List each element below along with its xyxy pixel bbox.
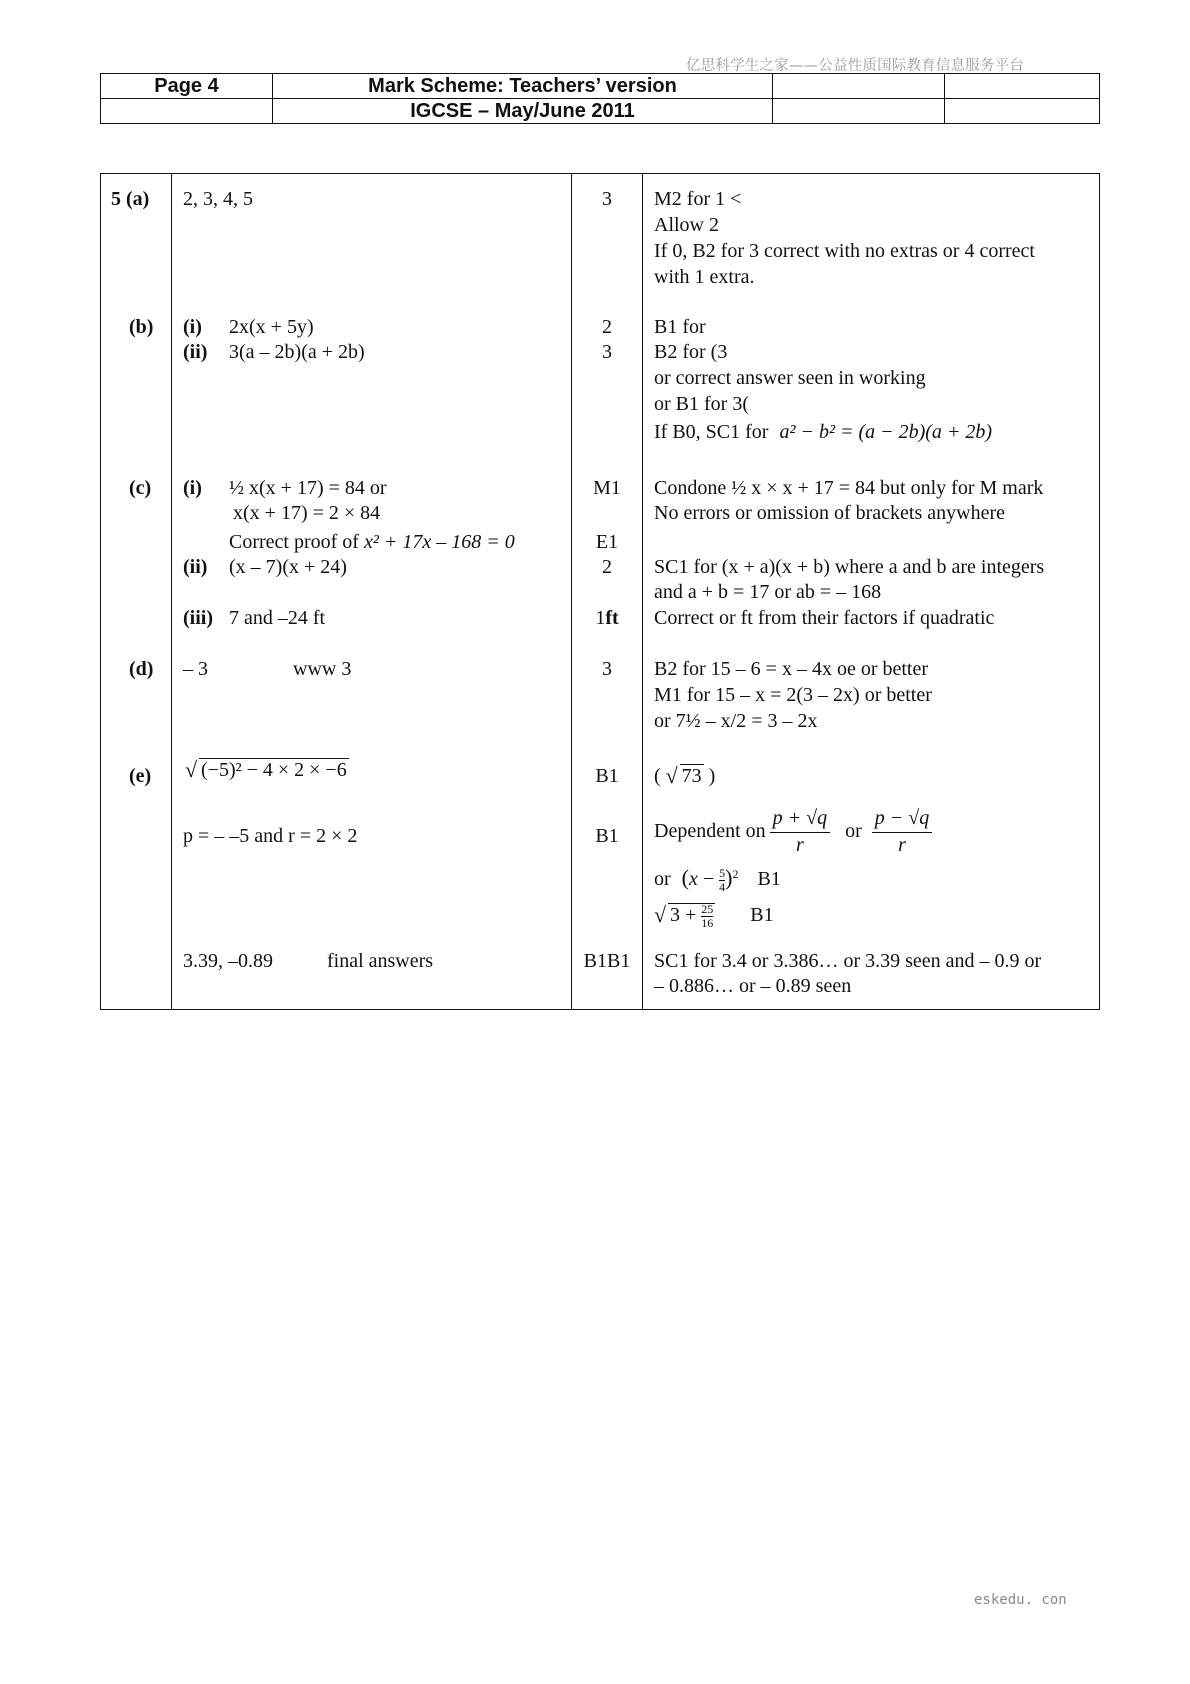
note-line: or (x − $\frac{5}{4}$ )$^2$ B1: [654, 865, 781, 894]
note-line: or 7½ – x/2 = 3 – 2x: [654, 710, 818, 732]
math-expression: x² + 17x – 168 = 0: [363, 531, 515, 553]
note-line: [654, 903, 774, 930]
answer: 2, 3, 4, 5: [183, 188, 253, 210]
mark-ft: ft: [605, 607, 619, 629]
note-line: B2 for (3: [654, 341, 728, 363]
note-line: [654, 420, 992, 446]
page-label: Page 4: [101, 74, 273, 99]
answer: [185, 758, 349, 784]
header-table: [100, 73, 1100, 124]
column-divider: [571, 174, 572, 1009]
note-prefix: Dependent on: [654, 820, 766, 843]
answer: – 3: [183, 658, 208, 680]
mark-note: B1: [757, 868, 781, 890]
sqrt-symbol: [654, 903, 715, 930]
note-line: with 1 extra.: [654, 266, 755, 288]
note-line: or B1 for 3(: [654, 393, 749, 415]
header-empty-cell: [945, 74, 1100, 99]
header-empty-cell: [945, 99, 1100, 124]
answer: 2x(x + 5y): [229, 316, 314, 338]
subpart-label: (i): [183, 316, 202, 338]
answer: 3(a – 2b)(a + 2b): [229, 341, 365, 363]
question-label: 5 (a): [111, 188, 150, 210]
note-line: M2 for 1 <: [654, 188, 742, 210]
column-divider: [171, 174, 172, 1009]
note-line: and a + b = 17 or ab = – 168: [654, 581, 882, 603]
note-line: – 0.886… or – 0.89 seen: [654, 975, 852, 997]
mark-scheme-table: [100, 173, 1100, 1010]
part-label: (b): [129, 316, 154, 338]
footer-url: eskedu. con: [974, 1592, 1067, 1608]
denominator: 4: [719, 879, 726, 894]
note-line: M1 for 15 – x = 2(3 – 2x) or better: [654, 684, 932, 706]
math-variable: x: [689, 868, 698, 890]
numerator: p − √q: [872, 806, 932, 833]
part-label: (c): [129, 477, 152, 499]
answer: 7 and –24 ft: [229, 607, 326, 629]
mark: [572, 606, 642, 632]
note-prefix: or: [654, 868, 671, 890]
math-expression: 73: [681, 765, 702, 787]
answer: p = – –5 and r = 2 × 2: [183, 825, 358, 847]
note-line: Allow 2: [654, 214, 719, 236]
note-line: [654, 806, 936, 858]
note-line: If 0, B2 for 3 correct with no extras or 4 correct: [654, 240, 1035, 262]
header-empty-cell: [101, 99, 273, 124]
watermark: 亿思科学生之家——公益性质国际教育信息服务平台: [686, 58, 1025, 74]
header-empty-cell: [773, 74, 945, 99]
note-line: Condone ½ x × x + 17 = 84 but only for M mark: [654, 477, 1044, 499]
denominator: 16: [701, 916, 714, 930]
sqrt-symbol: [666, 764, 704, 790]
mark: M1: [593, 477, 621, 499]
column-divider: [642, 174, 643, 1009]
mark: E1: [595, 531, 619, 553]
subpart-label: (iii): [183, 607, 213, 629]
mark: 2: [602, 556, 612, 578]
mark: 2: [602, 316, 612, 338]
math-expression: 3 + $\frac{25}{16}$: [670, 902, 714, 930]
note-line: SC1 for 3.4 or 3.386… or 3.39 seen and – 0.9 or: [654, 950, 1042, 972]
header-empty-cell: [773, 99, 945, 124]
math-expression: a² − b² = (a − 2b)(a + 2b): [779, 421, 993, 443]
note-line: B2 for 15 – 6 = x – 4x oe or better: [654, 658, 929, 680]
numerator: 5: [719, 865, 726, 880]
answer: (x – 7)(x + 24): [229, 556, 347, 578]
mark: B1: [595, 765, 619, 787]
math-expression: (−5)² − 4 × 2 × −6: [201, 759, 347, 781]
answer: [229, 530, 515, 556]
mark-number: 1: [595, 607, 606, 629]
denominator: r: [795, 833, 804, 856]
proof-prefix: Correct proof of: [229, 531, 364, 553]
part-label: (e): [129, 765, 152, 787]
answer: 3.39, –0.89: [183, 950, 273, 972]
note-line: or correct answer seen in working: [654, 367, 926, 389]
denominator: r: [898, 833, 906, 856]
note-line: ( √ 73 ): [654, 764, 715, 790]
note-line: B1 for: [654, 316, 706, 338]
part-label: (d): [129, 658, 154, 680]
subpart-label: (ii): [183, 556, 208, 578]
mark: B1: [595, 825, 619, 847]
numerator: 25: [701, 902, 714, 916]
small-fraction: [701, 903, 713, 930]
note-line: No errors or omission of brackets anywhere: [654, 502, 1006, 524]
mark-note: B1: [750, 904, 774, 927]
paren-open: (: [681, 865, 689, 890]
mark: 3: [602, 658, 612, 680]
note-or: or: [845, 820, 862, 843]
mark: 3: [602, 188, 612, 210]
note-line: Correct or ft from their factors if quadratic: [654, 607, 995, 629]
exam-title: IGCSE – May/June 2011: [273, 99, 773, 124]
answer-note: final answers: [327, 950, 434, 972]
answer: ½ x(x + 17) = 84 or: [229, 477, 387, 499]
answer-note: www 3: [293, 658, 352, 680]
numerator: p + √q: [770, 806, 830, 833]
fraction: [872, 806, 932, 858]
answer: x(x + 17) = 2 × 84: [233, 502, 381, 524]
mark: B1B1: [583, 950, 631, 972]
mark: 3: [602, 341, 612, 363]
fraction: [770, 806, 830, 858]
subpart-label: (ii): [183, 341, 208, 363]
note-line: SC1 for (x + a)(x + b) where a and b are integers: [654, 556, 1045, 578]
sqrt-symbol: [185, 758, 349, 784]
subpart-label: (i): [183, 477, 202, 499]
document-title: Mark Scheme: Teachers’ version: [273, 74, 773, 99]
note-prefix: If B0, SC1 for: [654, 421, 769, 443]
paren-close: ): [725, 865, 733, 890]
